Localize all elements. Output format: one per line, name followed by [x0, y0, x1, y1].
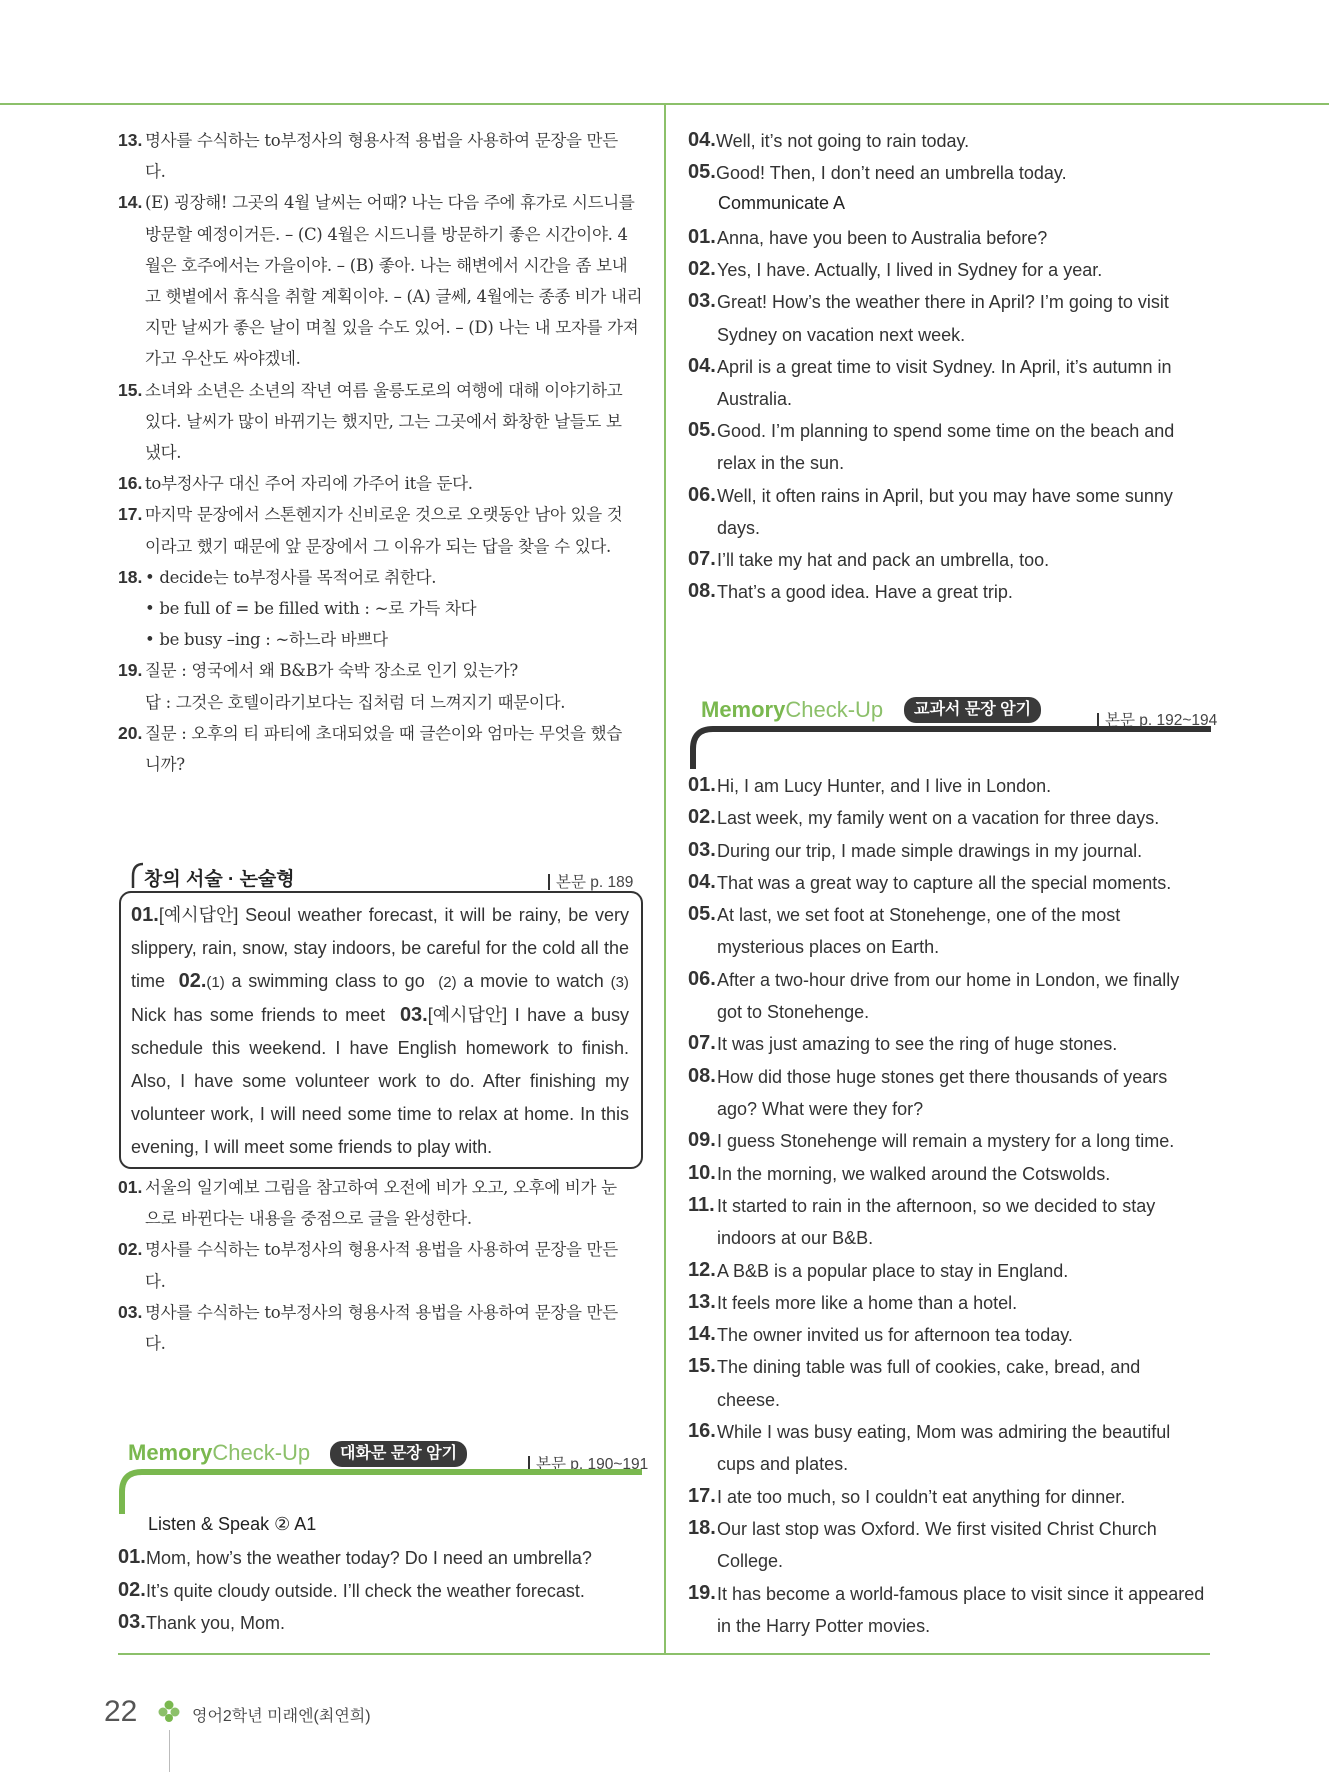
item-text-line: It was just amazing to see the ring of huge stones. [717, 1034, 1118, 1055]
item-number: 04. [688, 129, 716, 151]
item-text-line: 명사를 수식하는 to부정사의 형용사적 용법을 사용하여 문장을 만든 [145, 1302, 618, 1322]
item-text-line: to부정사구 대신 주어 자리에 가주어 it을 둔다. [145, 474, 473, 494]
item-number: 04. [688, 870, 716, 893]
memory-sentence [688, 770, 1210, 802]
item-text-line: 월은 호주에서는 가을이야. – (B) 좋아. 나는 해변에서 시간을 좀 보내 [145, 255, 628, 275]
memory-sentence [688, 802, 1210, 834]
item-text-line: 니까? [145, 755, 185, 774]
item-text-line: During our trip, I made simple drawings in my journal. [717, 840, 1143, 861]
memory-sentence [688, 1578, 1210, 1643]
sub-marker: (1) [206, 974, 225, 991]
answer-note [118, 655, 643, 717]
item-text-line: It has become a world-famous place to visit since it appeared [717, 1583, 1205, 1604]
memory-sentence [688, 1255, 1210, 1287]
item-number: 08. [688, 580, 716, 603]
item-number: 07. [688, 548, 716, 570]
item-text-line: 서울의 일기예보 그림을 참고하여 오전에 비가 오고, 오후에 비가 눈 [145, 1178, 617, 1197]
item-text-line: 마지막 문장에서 스톤헨지가 신비로운 것으로 오랫동안 남아 있을 것 [145, 505, 623, 525]
answer-note [118, 562, 643, 656]
dialogue-sentence [688, 254, 1210, 286]
dialogue-sentence [688, 576, 1210, 608]
memory-sentence [688, 867, 1210, 899]
answer-number: 01. [131, 904, 159, 926]
memory-sentence [688, 964, 1210, 1029]
item-number: 16. [688, 1420, 716, 1442]
item-number: 15. [688, 1355, 716, 1378]
item-number: 17. [688, 1484, 716, 1507]
answer-note [118, 718, 643, 780]
item-text-line: April is a great time to visit Sydney. In April, it’s autumn in [717, 356, 1172, 377]
item-text-line: That’s a good idea. Have a great trip. [717, 582, 1013, 603]
memory-sentence [688, 899, 1210, 964]
item-number: 05. [688, 419, 716, 442]
item-number: 07. [688, 1032, 716, 1055]
memory-sentence [688, 1287, 1210, 1319]
item-number: 20. [118, 722, 143, 743]
item-text-line: 이라고 했기 때문에 앞 문장에서 그 이유가 되는 답을 찾을 수 있다. [145, 536, 611, 556]
answer-text: [예시답안] Seoul weather forecast, it will be rainy, be very slippery, rain, snow, stay indoors, be careful for the cold all the time [131, 905, 629, 991]
memory-sentence [118, 1575, 643, 1608]
item-text-line: The owner invited us for afternoon tea today. [717, 1325, 1073, 1346]
answer-text: a swimming class to go [231, 971, 425, 991]
memory-badge: 교과서 문장 암기 [904, 697, 1041, 723]
item-text-line: (E) 굉장해! 그곳의 4월 날씨는 어때? 나는 다음 주에 휴가로 시드니를 [145, 193, 635, 213]
dialogue-sentence [688, 480, 1210, 544]
item-text-line: While I was busy eating, Mom was admiring the beautiful [717, 1422, 1171, 1442]
item-number: 02. [688, 806, 716, 829]
answer-text: [예시답안] I have a busy schedule this weekend. I have English homework to finish. Also, I have some volunteer work to do. After finishing my volunteer work, I will need some time to relax at home. In this evening, I will meet some friends to play with. [131, 1005, 629, 1157]
item-text-line: 명사를 수식하는 to부정사의 형용사적 용법을 사용하여 문장을 만든 [145, 131, 618, 150]
item-text-line: 소녀와 소년은 소년의 작년 여름 울릉도로의 여행에 대해 이야기하고 [145, 380, 623, 400]
item-text-line: 고 햇볕에서 휴식을 취할 계획이야. – (A) 글쎄, 4월에는 종종 비가 내리 [145, 287, 643, 306]
item-number: 03. [118, 1301, 143, 1322]
memory-sentence [118, 1542, 643, 1575]
footer-stem [169, 1730, 170, 1772]
item-text-line: • decide는 to부정사를 목적어로 취한다. [145, 567, 437, 587]
memory-sentence [688, 1351, 1210, 1416]
item-text-line: cheese. [717, 1389, 781, 1410]
creative-section-title: 창의 서술 · 논술형 [144, 869, 295, 890]
item-text-line: How did those huge stones get there thousands of years [717, 1066, 1168, 1087]
sub-marker: (2) [438, 974, 457, 991]
item-text-line: I’ll take my hat and pack an umbrella, too. [717, 550, 1050, 570]
answer-note [118, 375, 643, 469]
memory-sentence [118, 1607, 643, 1640]
item-text-line: It’s quite cloudy outside. I’ll check the weather forecast. [146, 1580, 585, 1601]
item-text-line: 명사를 수식하는 to부정사의 형용사적 용법을 사용하여 문장을 만든 [145, 1240, 618, 1260]
item-text-line: At last, we set foot at Stonehenge, one of the most [717, 905, 1121, 926]
leaf-icon [158, 1700, 180, 1726]
item-text-line: indoors at our B&B. [717, 1228, 874, 1249]
answer-note [118, 468, 643, 499]
item-text-line: 으로 바뀐다는 내용을 중점으로 글을 완성한다. [145, 1209, 472, 1229]
dialogue-sentence [688, 544, 1210, 576]
item-text-line: Thank you, Mom. [146, 1613, 286, 1633]
item-text-line: Australia. [717, 389, 793, 409]
item-text-line: 답 : 그것은 호텔이라기보다는 집처럼 더 느껴지기 때문이다. [145, 692, 566, 712]
item-number: 01. [118, 1177, 143, 1197]
dialogue-sentence [688, 125, 1210, 157]
item-text-line: Sydney on vacation next week. [717, 324, 966, 345]
item-text-line: got to Stonehenge. [717, 1002, 870, 1023]
memory-checkup-heading [128, 1440, 310, 1466]
communicate-subheading: Communicate A [718, 193, 846, 213]
creative-answer-text [131, 899, 629, 1164]
item-number: 03. [688, 290, 716, 313]
item-text-line: 다. [145, 162, 166, 182]
memory-sentence [688, 1513, 1210, 1578]
item-text-line: in the Harry Potter movies. [717, 1615, 931, 1636]
item-number: 05. [688, 903, 716, 926]
item-number: 13. [688, 1290, 716, 1313]
item-text-line: Last week, my family went on a vacation for three days. [717, 808, 1160, 829]
item-number: 17. [118, 504, 143, 525]
item-number: 16. [118, 473, 143, 494]
item-text-line: Well, it often rains in April, but you may have some sunny [717, 485, 1173, 506]
item-number: 12. [688, 1258, 716, 1281]
item-text-line: cups and plates. [717, 1454, 849, 1475]
memory-sentence [688, 1416, 1210, 1481]
memory-word: Memory [701, 697, 786, 722]
item-number: 10. [688, 1161, 716, 1184]
memory-checkup-heading [701, 697, 883, 723]
item-text-line: Mom, how’s the weather today? Do I need an umbrella? [146, 1548, 592, 1568]
creative-page-ref: 본문 p. 189 [556, 874, 634, 891]
item-text-line: days. [717, 517, 761, 538]
item-text-line: 다. [145, 1271, 166, 1291]
item-text-line: It feels more like a home than a hotel. [717, 1292, 1018, 1313]
memory-sentence [688, 1028, 1210, 1060]
memory-page-ref: 본문 p. 192~194 [1105, 712, 1218, 729]
item-text-line: relax in the sun. [717, 453, 845, 474]
item-text-line: 방문할 예정이거든. – (C) 4월은 시드니를 방문하기 좋은 시간이야. 4 [145, 224, 628, 244]
item-text-line: mysterious places on Earth. [717, 937, 940, 958]
answer-text: a movie to watch [463, 971, 604, 991]
item-text-line: Good! Then, I don’t need an umbrella today. [716, 163, 1067, 184]
item-number: 14. [118, 192, 143, 213]
item-number: 03. [688, 838, 716, 861]
item-text-line: The dining table was full of cookies, cake, bread, and [717, 1357, 1141, 1378]
memory-badge: 대화문 문장 암기 [330, 1441, 467, 1467]
item-text-line: A B&B is a popular place to stay in England. [717, 1260, 1069, 1281]
bottom-rule [118, 1653, 1210, 1655]
item-text-line: Anna, have you been to Australia before? [717, 228, 1048, 248]
item-text-line: • be busy –ing : ~하느라 바쁘다 [145, 630, 388, 650]
checkup-word: Check-Up [212, 1440, 311, 1465]
answer-note [118, 125, 643, 187]
answer-number: 02. [178, 970, 207, 992]
checkup-word: Check-Up [785, 697, 884, 722]
memory-sentence [688, 1125, 1210, 1157]
page-number: 22 [104, 1695, 138, 1728]
memory-sentence [688, 1481, 1210, 1513]
memory-sentence [688, 835, 1210, 867]
dialogue-sentence [688, 286, 1210, 350]
answer-number: 03. [399, 1004, 428, 1026]
item-text-line: 지만 날씨가 좋은 날이 며칠 있을 수도 있어. – (D) 나는 내 모자를 가져 [145, 318, 639, 338]
answer-note [118, 187, 643, 374]
item-text-line: Good. I’m planning to spend some time on the beach and [717, 421, 1175, 442]
answer-note [118, 499, 643, 561]
column-divider [664, 103, 666, 1655]
item-text-line: 질문 : 오후의 티 파티에 초대되었을 때 글쓴이와 엄마는 무엇을 했습 [145, 723, 622, 743]
memory-page-ref: 본문 p. 190~191 [536, 1456, 649, 1473]
memory-sentence [688, 1190, 1210, 1255]
item-number: 06. [688, 967, 716, 990]
sub-marker: (3) [610, 974, 629, 991]
answer-note [118, 1172, 643, 1234]
item-number: 02. [118, 1578, 146, 1601]
item-number: 05. [688, 161, 716, 184]
item-number: 08. [688, 1064, 716, 1087]
dialogue-sentence [688, 222, 1210, 254]
item-text-line: 냈다. [145, 443, 182, 462]
dialogue-sentence [688, 415, 1210, 479]
item-text-line: Our last stop was Oxford. We first visited Christ Church [717, 1518, 1157, 1539]
answer-text: Nick has some friends to meet [131, 1005, 386, 1025]
item-number: 19. [118, 660, 143, 681]
item-number: 09. [688, 1129, 716, 1152]
item-text-line: That was a great way to capture all the special moments. [717, 872, 1172, 893]
item-text-line: • be full of = be filled with : ~로 가득 차다 [145, 599, 477, 618]
item-number: 11. [688, 1193, 715, 1216]
memory-word: Memory [128, 1440, 213, 1465]
item-text-line: Yes, I have. Actually, I lived in Sydney for a year. [717, 260, 1103, 281]
item-number: 06. [688, 483, 716, 506]
item-number: 03. [118, 1611, 146, 1633]
item-text-line: I ate too much, so I couldn’t eat anything for dinner. [717, 1486, 1126, 1507]
item-text-line: Great! How’s the weather there in April? I’m going to visit [717, 292, 1169, 313]
item-text-line: 다. [145, 1334, 166, 1353]
item-text-line: Hi, I am Lucy Hunter, and I live in London. [717, 776, 1052, 796]
item-number: 19. [688, 1581, 716, 1604]
item-text-line: ago? What were they for? [717, 1098, 924, 1119]
item-text-line: 있다. 날씨가 많이 바뀌기는 했지만, 그는 그곳에서 화창한 날들도 보 [145, 411, 622, 431]
listen-speak-subheading: Listen & Speak ② A1 [148, 1514, 317, 1534]
item-number: 01. [688, 774, 716, 796]
item-number: 15. [118, 379, 143, 400]
item-number: 14. [688, 1323, 716, 1346]
item-text-line: I guess Stonehenge will remain a mystery for a long time. [717, 1131, 1175, 1152]
item-text-line: 가고 우산도 싸야겠네. [145, 349, 301, 369]
answer-note [118, 1297, 643, 1359]
item-number: 04. [688, 354, 716, 377]
memory-sentence [688, 1319, 1210, 1351]
item-text-line: College. [717, 1551, 784, 1572]
footer-book-title: 영어2학년 미래엔(최연희) [192, 1708, 371, 1725]
item-text-line: After a two-hour drive from our home in London, we finally [717, 969, 1180, 990]
item-text-line: In the morning, we walked around the Cotswolds. [717, 1163, 1111, 1184]
item-number: 02. [688, 258, 716, 281]
dialogue-sentence [688, 351, 1210, 415]
memory-bracket-icon [118, 1468, 642, 1514]
section-bracket-icon [131, 862, 145, 888]
memory-bracket-icon [689, 725, 1211, 769]
memory-sentence [688, 1061, 1210, 1126]
item-text-line: Well, it’s not going to rain today. [716, 131, 970, 151]
item-number: 18. [688, 1516, 716, 1539]
memory-sentence [688, 1158, 1210, 1190]
ref-bar [548, 874, 550, 890]
item-number: 01. [118, 1546, 146, 1568]
item-number: 18. [118, 566, 143, 587]
item-number: 01. [688, 226, 716, 248]
item-number: 13. [118, 130, 143, 150]
item-text-line: It started to rain in the afternoon, so we decided to stay [717, 1195, 1156, 1216]
item-text-line: 질문 : 영국에서 왜 B&B가 숙박 장소로 인기 있는가? [145, 661, 518, 681]
dialogue-sentence [688, 157, 1210, 189]
answer-note [118, 1234, 643, 1296]
item-number: 02. [118, 1239, 143, 1260]
